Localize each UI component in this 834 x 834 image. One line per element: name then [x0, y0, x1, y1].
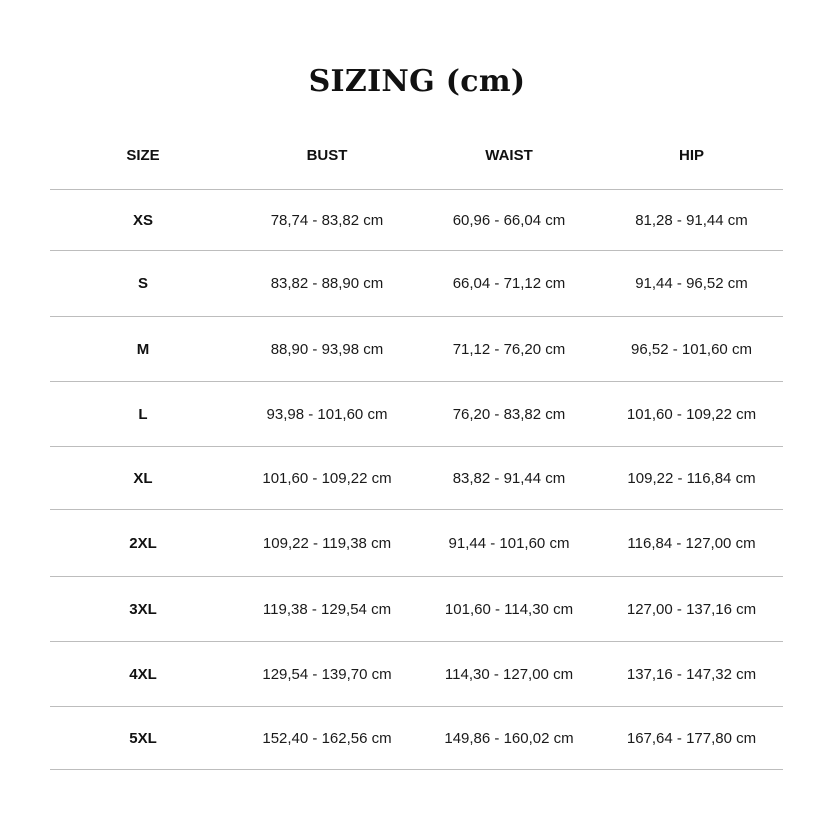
- column-header-size: SIZE: [126, 147, 160, 164]
- table-row: [50, 251, 783, 317]
- size-cell: S: [137, 275, 148, 292]
- bust-cell: 109,22 - 119,38 cm: [262, 534, 392, 552]
- hip-cell: 101,60 - 109,22 cm: [626, 405, 757, 423]
- hip-cell: 167,64 - 177,80 cm: [626, 729, 757, 747]
- waist-cell: 76,20 - 83,82 cm: [452, 405, 566, 423]
- table-row: [50, 190, 783, 251]
- waist-cell: 91,44 - 101,60 cm: [448, 534, 570, 552]
- column-header-waist: WAIST: [485, 147, 533, 164]
- column-header-bust: BUST: [306, 147, 348, 164]
- table-header-row: [50, 122, 783, 190]
- column-header-hip: HIP: [678, 147, 704, 164]
- hip-cell: 96,52 - 101,60 cm: [631, 340, 752, 358]
- bust-cell: 78,74 - 83,82 cm: [270, 211, 384, 229]
- waist-cell: 149,86 - 160,02 cm: [444, 729, 574, 747]
- size-cell: M: [136, 340, 150, 358]
- waist-cell: 66,04 - 71,12 cm: [452, 275, 566, 292]
- table-row: [50, 510, 783, 577]
- waist-cell: 114,30 - 127,00 cm: [444, 665, 574, 683]
- table-row: [50, 642, 783, 707]
- waist-cell: 71,12 - 76,20 cm: [452, 340, 566, 358]
- hip-cell: 91,44 - 96,52 cm: [635, 275, 748, 292]
- sizing-table: [50, 122, 783, 770]
- hip-cell: 81,28 - 91,44 cm: [635, 211, 748, 229]
- bust-cell: 129,54 - 139,70 cm: [262, 665, 392, 683]
- size-cell: 5XL: [129, 729, 157, 747]
- bust-cell: 119,38 - 129,54 cm: [262, 600, 392, 618]
- table-body: [50, 190, 783, 770]
- waist-cell: 60,96 - 66,04 cm: [452, 211, 566, 229]
- page-title: SIZING (cm): [308, 64, 526, 99]
- bust-cell: 101,60 - 109,22 cm: [262, 469, 392, 487]
- size-cell: 3XL: [129, 600, 157, 618]
- size-cell: XL: [133, 469, 153, 487]
- bust-cell: 88,90 - 93,98 cm: [270, 340, 384, 358]
- size-cell: XS: [132, 211, 153, 229]
- table-row: [50, 707, 783, 770]
- size-cell: 2XL: [129, 534, 157, 552]
- table-row: [50, 577, 783, 642]
- bust-cell: 152,40 - 162,56 cm: [262, 729, 392, 747]
- bust-cell: 83,82 - 88,90 cm: [270, 275, 384, 292]
- size-cell: L: [138, 405, 148, 423]
- waist-cell: 83,82 - 91,44 cm: [452, 469, 566, 487]
- hip-cell: 109,22 - 116,84 cm: [627, 469, 756, 487]
- hip-cell: 116,84 - 127,00 cm: [627, 534, 756, 552]
- hip-cell: 137,16 - 147,32 cm: [626, 665, 757, 683]
- table-row: [50, 382, 783, 447]
- bust-cell: 93,98 - 101,60 cm: [266, 405, 388, 423]
- size-cell: 4XL: [129, 665, 157, 683]
- hip-cell: 127,00 - 137,16 cm: [626, 600, 757, 618]
- table-row: [50, 447, 783, 510]
- waist-cell: 101,60 - 114,30 cm: [444, 600, 574, 618]
- table-row: [50, 317, 783, 382]
